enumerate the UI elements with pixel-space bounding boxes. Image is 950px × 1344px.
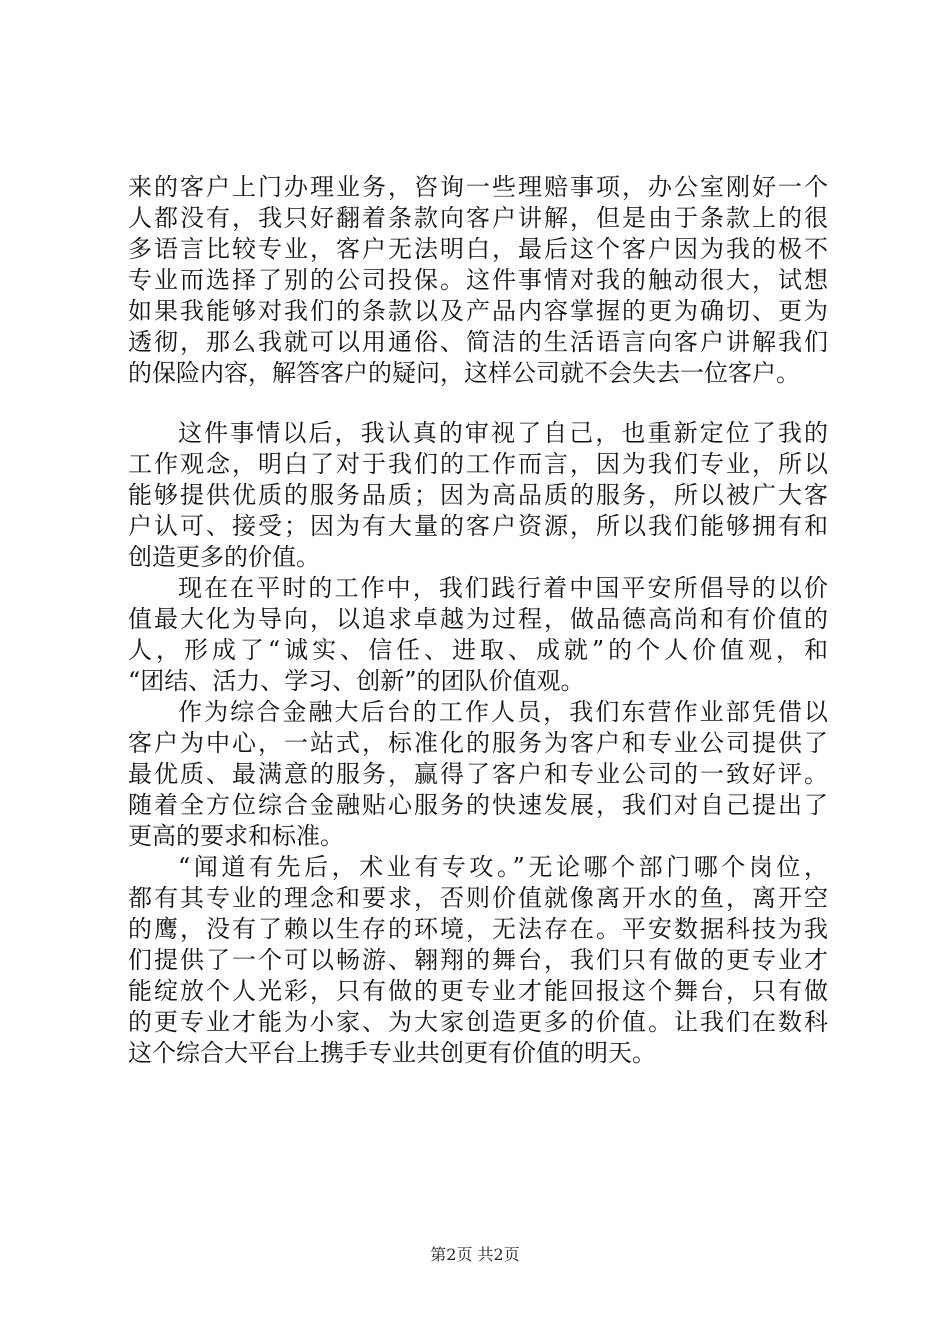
paragraph-line: 来的客户上门办理业务，咨询一些理赔事项，办公室刚好一个 (128, 173, 828, 201)
paragraph-4 (128, 697, 828, 852)
paragraph-line: 透彻，那么我就可以用通俗、简洁的生活语言向客户讲解我们 (128, 328, 828, 356)
paragraph-line: 最优质、最满意的服务，赢得了客户和专业公司的一致好评。 (128, 760, 828, 788)
paragraph-line: 能够提供优质的服务品质；因为高品质的服务，所以被广大客 (128, 481, 828, 509)
paragraph-gap (128, 389, 828, 418)
paragraph-line: 工作观念，明白了对于我们的工作而言，因为我们专业，所以 (128, 450, 828, 478)
paragraph-line: 随着全方位综合金融贴心服务的快速发展，我们对自己提出了 (128, 791, 828, 819)
page-number-label: 第2页 共2页 (430, 1245, 520, 1264)
paragraph-line: 们提供了一个可以畅游、翱翔的舞台，我们只有做的更专业才 (128, 946, 828, 974)
paragraph-line: 创造更多的价值。 (128, 543, 320, 571)
paragraph-line: 的鹰，没有了赖以生存的环境，无法存在。平安数据科技为我 (128, 915, 828, 943)
paragraph-line: 作为综合金融大后台的工作人员，我们东营作业部凭借以 (178, 698, 828, 726)
paragraph-line: 能绽放个人光彩，只有做的更专业才能回报这个舞台，只有做 (128, 977, 828, 1005)
paragraph-line: 都有其专业的理念和要求，否则价值就像离开水的鱼，离开空 (128, 884, 828, 912)
paragraph-line: 人，形成了“诚实、信任、进取、成就”的个人价值观，和 (128, 636, 828, 664)
paragraph-line: 客户为中心，一站式，标准化的服务为客户和专业公司提供了 (128, 729, 828, 757)
paragraph-line: 户认可、接受；因为有大量的客户资源，所以我们能够拥有和 (128, 512, 828, 540)
paragraph-line: 多语言比较专业，客户无法明白，最后这个客户因为我的极不 (128, 235, 828, 263)
paragraph-1 (128, 172, 828, 389)
paragraph-line: 的更专业才能为小家、为大家创造更多的价值。让我们在数科 (128, 1008, 828, 1036)
paragraph-line: 值最大化为导向，以追求卓越为过程，做品德高尚和有价值的 (128, 605, 828, 633)
paragraph-line: 现在在平时的工作中，我们践行着中国平安所倡导的以价 (178, 574, 828, 602)
paragraph-line: 专业而选择了别的公司投保。这件事情对我的触动很大，试想 (128, 266, 828, 294)
paragraph-3 (128, 573, 828, 697)
page-footer (0, 1244, 950, 1266)
paragraph-line: 这个综合大平台上携手专业共创更有价值的明天。 (128, 1039, 656, 1067)
paragraph-line: 更高的要求和标准。 (128, 822, 344, 850)
paragraph-line: “闻道有先后，术业有专攻。”无论哪个部门哪个岗位， (178, 853, 828, 881)
paragraph-line: 人都没有，我只好翻着条款向客户讲解，但是由于条款上的很 (128, 204, 828, 232)
paragraph-line: 的保险内容，解答客户的疑问，这样公司就不会失去一位客户。 (128, 359, 800, 387)
paragraph-line: 这件事情以后，我认真的审视了自己，也重新定位了我的 (178, 419, 828, 447)
paragraph-2 (128, 418, 828, 573)
paragraph-line: “团结、活力、学习、创新”的团队价值观。 (128, 667, 585, 695)
document-body (128, 172, 828, 1069)
paragraph-line: 如果我能够对我们的条款以及产品内容掌握的更为确切、更为 (128, 297, 828, 325)
paragraph-5 (128, 852, 828, 1069)
